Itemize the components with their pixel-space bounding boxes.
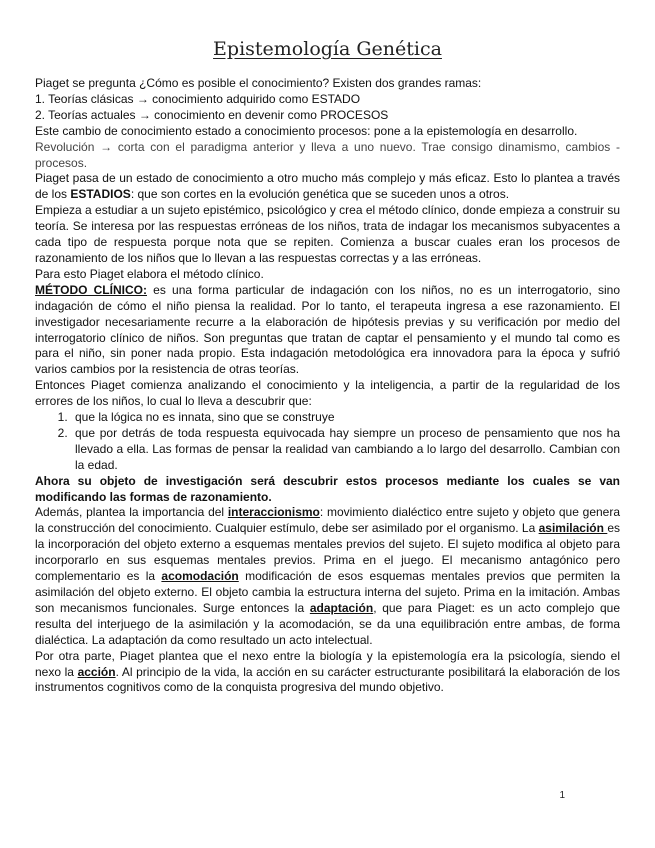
assimilation-term: asimilación bbox=[538, 521, 608, 536]
findings-list bbox=[35, 410, 620, 474]
action-text-c: . Al principio de la vida, la acción en su carácter estructurante posibilitará la elaboración de los instrumentos cognitivos como de la conquista progresiva del mundo objetivo. bbox=[35, 664, 621, 695]
page-title: Epistemología Genética bbox=[213, 38, 442, 60]
paragraph-clinical-method bbox=[35, 283, 620, 378]
paragraph-objective: Ahora su objeto de investigación será descubrir estos procesos mediante los cuales se van modificando las formas de razonamiento. bbox=[35, 473, 620, 504]
interactionism-text-a: Además, plantea la importancia del bbox=[35, 505, 228, 520]
stadiums-text-a: Piaget pasa de un estado de conocimiento a otro mucho más complejo y más eficaz. Esto lo plantea a través de los bbox=[35, 171, 620, 202]
accommodation-term: acomodación bbox=[161, 569, 239, 584]
paragraph-interactionism bbox=[35, 505, 620, 648]
action-term: acción bbox=[77, 664, 116, 679]
interactionism-text-i: , que para Piaget: es un acto complejo que resulta del interjuego de la asimilación y la acomodación, se da una equilibración entre ambas, de forma dialéctica. La adaptación da como resultado un acto intelectual. bbox=[35, 600, 621, 647]
paragraph-revolution: Revolución → corta con el paradigma anterior y lleva a uno nuevo. Trae consigo dinamismo, cambios - procesos. bbox=[35, 139, 620, 170]
interactionism-text-e: es la incorporación del objeto externo a esquemas mentales previos del sujeto. El sujeto modifica al objeto para incorporarlo en sus esquemas mentales previos. Prima en el juego. El mecanismo antagónico pero complementario es la bbox=[35, 521, 620, 584]
clinical-method-term: MÉTODO CLÍNICO: bbox=[35, 282, 147, 297]
paragraph-stadiums bbox=[35, 171, 620, 203]
page-number: 1 bbox=[559, 790, 565, 801]
interactionism-text-c: : movimiento dialéctico entre sujeto y objeto que genera la construcción del conocimiento. Cualquier estímulo, debe ser asimilado por el organismo. La bbox=[35, 505, 621, 536]
document-page bbox=[35, 34, 620, 696]
stadiums-text-c: : que son cortes en la evolución genética que se suceden unos a otros. bbox=[130, 187, 510, 202]
list-item: 2. que por detrás de toda respuesta equivocada hay siempre un proceso de pensamiento que nos ha llevado a ella. Las formas de pensar la realidad van cambiando a lo largo del desarrollo. Cambian con la edad. bbox=[71, 426, 620, 474]
clinical-method-text: es una forma particular de indagación con los niños, no es un interrogatorio, sino indagación de cómo el niño piensa la realidad. Por lo tanto, el terapeuta ingresa a ese razonamiento. El investigador necesariamente recurre a la elaboración de hipótesis previas y su verificación por medio del interrogatorio clínico de niños. Son preguntas que tratan de captar el pensamiento y el mundo tal como es para el niño, sin poner nada propio. Esta indagación metodológica era innovadora para la época y sufrió varios cambios por la resistencia de otras teorías. bbox=[35, 282, 620, 377]
interactionism-term: interaccionismo bbox=[227, 505, 320, 520]
paragraph-current-theories: 2. Teorías actuales → conocimiento en devenir como PROCESOS bbox=[35, 107, 389, 122]
stadiums-term: ESTADIOS bbox=[70, 187, 131, 202]
paragraph-classic-theories: 1. Teorías clásicas → conocimiento adquirido como ESTADO bbox=[35, 91, 361, 106]
paragraph-intro: Piaget se pregunta ¿Cómo es posible el conocimiento? Existen dos grandes ramas: bbox=[35, 76, 482, 90]
action-text-a: Por otra parte, Piaget plantea que el nexo entre la biología y la epistemología era la psicología, siendo el nexo la bbox=[35, 648, 620, 679]
paragraph-epistemic-subject: Empieza a estudiar a un sujeto epistémico, psicológico y crea el método clínico, donde empieza a construir su teoría. Se interesa por las respuestas erróneas de los niños, trata de indagar los mecanismos subyacentes a cada tipo de respuesta porque nota que se repiten. Comienza a buscar cuales eran los procesos de razonamiento de los niños que lo llevan a las respuestas correctas y a las erróneas. bbox=[35, 203, 620, 265]
paragraph-action bbox=[35, 649, 620, 697]
paragraph-clinical-method-intro: Para esto Piaget elabora el método clínico. bbox=[35, 266, 264, 281]
interactionism-text-g: modificación de esos esquemas mentales previos que permiten la asimilación del objeto externo. El objeto cambia la estructura interna del sujeto. Prima en la imitación. Ambas son mecanismos funcionales. Surge entonces la bbox=[35, 569, 620, 615]
list-item: 1. que la lógica no es innata, sino que se construye bbox=[71, 410, 620, 426]
paragraph-change: Este cambio de conocimiento estado a conocimiento procesos: pone a la epistemología en desarrollo. bbox=[35, 123, 578, 138]
paragraph-analysis: Entonces Piaget comienza analizando el conocimiento y la inteligencia, a partir de la regularidad de los errores de los niños, lo cual lo lleva a descubrir que: bbox=[35, 378, 620, 409]
adaptation-term: adaptación bbox=[309, 600, 374, 615]
